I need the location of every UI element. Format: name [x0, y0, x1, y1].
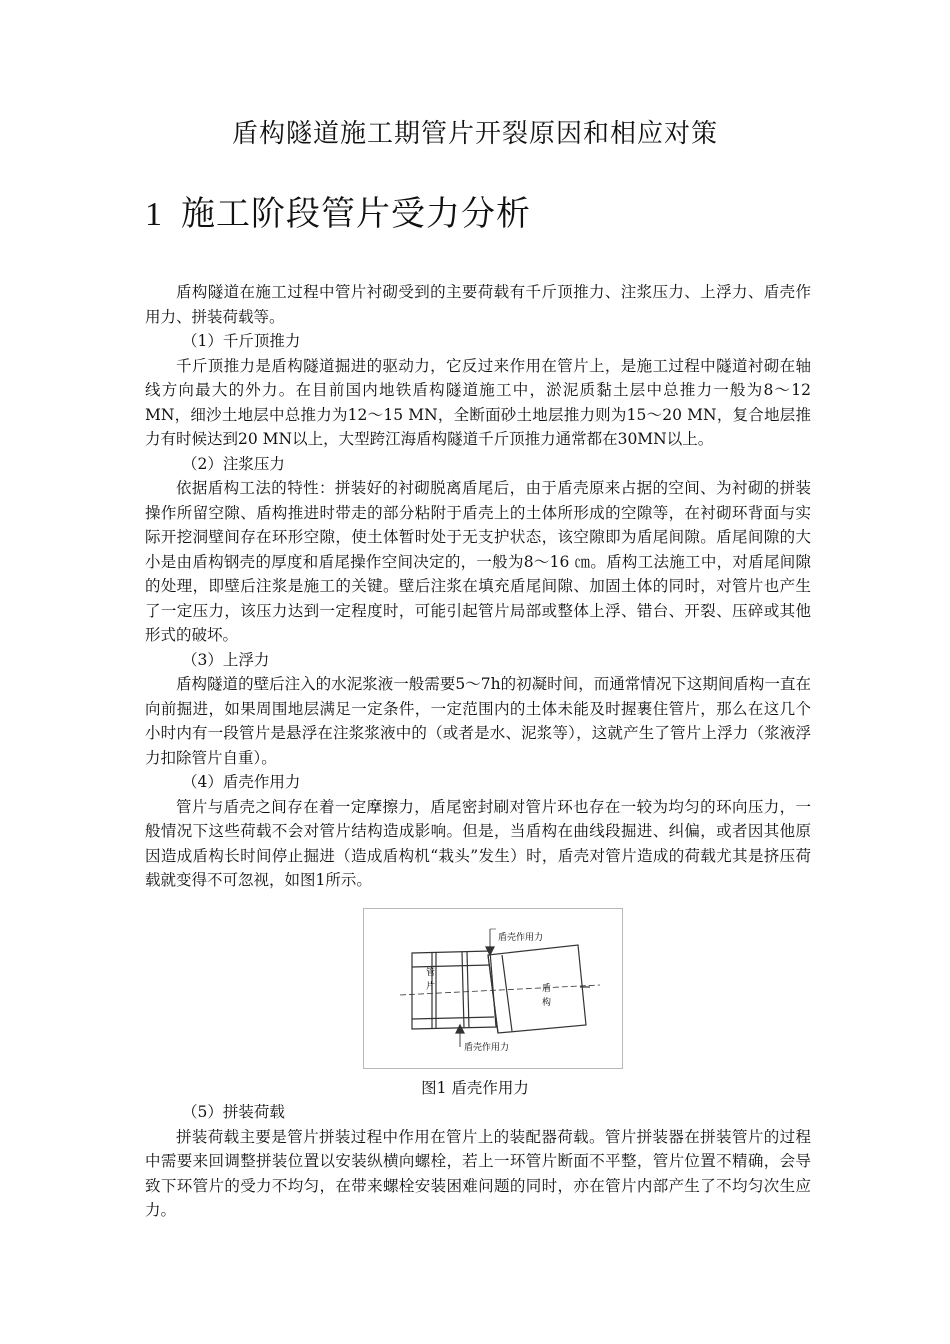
paragraph-buoyancy: 盾构隧道的壁后注入的水泥浆液一般需要5～7h的初凝时间，而通常情况下这期间盾构一直在向前掘进，如果周围地层满足一定条件，一定范围内的土体未能及时握裹住管片，那么在这几个小时内有一段管片是悬浮在注浆浆液中的（或者是水、泥浆等），这就产生了管片上浮力（浆液浮力扣除管片自重）。	[145, 675, 811, 767]
document-title: 盾构隧道施工期管片开裂原因和相应对策	[231, 119, 718, 149]
force-arrow-bottom	[456, 1025, 464, 1033]
section-number: 1	[145, 196, 163, 233]
figure-label-segment-1: 管	[426, 968, 436, 978]
figure-label-segment-2: 片	[426, 982, 436, 992]
figure-label-shield-2: 构	[542, 998, 552, 1008]
body-text-lower	[145, 1100, 811, 1223]
subheading-buoyancy: （3）上浮力	[182, 650, 270, 669]
figure-label-top: 盾壳作用力	[498, 933, 544, 943]
paragraph-jack-thrust: 千斤顶推力是盾构隧道掘进的驱动力，它反过来作用在管片上，是施工过程中隧道衬砌在轴线方向最大的外力。在目前国内地铁盾构隧道施工中，淤泥质黏土层中总推力一般为8～12 MN，细沙土地层中总推力为12～15 MN，全断面砂土地层推力则为15～20 MN，复合地层推力有时候达到20 MN以上，大型跨江海盾构隧道千斤顶推力通常都在30MN以上。	[145, 356, 811, 448]
paragraph-grouting-pressure: 依据盾构工法的特性：拼装好的衬砌脱离盾尾后，由于盾壳原来占据的空间、为衬砌的拼装操作所留空隙、盾构推进时带走的部分粘附于盾壳上的土体所形成的空隙等，在衬砌环背面与实际开挖洞壁间存在环形空隙，使土体暂时处于无支护状态，该空隙即为盾尾间隙。盾尾间隙的大小是由盾构钢壳的厚度和盾尾操作空间决定的，一般为8～16 ㎝。盾构工法施工中，对盾尾间隙的处理，即壁后注浆是施工的关键。壁后注浆在填充盾尾间隙、加固土体的同时，对管片也产生了一定压力，该压力达到一定程度时，可能引起管片局部或整体上浮、错台、开裂、压碎或其他形式的破坏。	[145, 479, 811, 644]
figure-label-shield-1: 盾	[542, 984, 552, 994]
figure-caption: 图1 盾壳作用力	[421, 1079, 529, 1097]
intro-paragraph: 盾构隧道在施工过程中管片衬砌受到的主要荷载有千斤顶推力、注浆压力、上浮力、盾壳作用力、拼装荷载等。	[145, 283, 811, 326]
figure-shield-force	[363, 908, 623, 1069]
subheading-assembly-load: （5）拼装荷载	[182, 1103, 285, 1121]
section-heading	[145, 186, 531, 235]
subheading-jack-thrust: （1）千斤顶推力	[182, 332, 301, 350]
figure-diagram	[364, 909, 622, 1068]
figure-label-bottom: 盾壳作用力	[464, 1043, 510, 1053]
subheading-shield-force: （4）盾壳作用力	[182, 773, 301, 791]
paragraph-assembly-load: 拼装荷载主要是管片拼装过程中作用在管片上的装配器荷载。管片拼装器在拼装管片的过程中需要来回调整拼装位置以安装纵横向螺栓，若上一环管片断面不平整，管片位置不精确，会导致下环管片的受力不均匀，在带来螺栓安装困难问题的同时，亦在管片内部产生了不均匀次生应力。	[145, 1127, 811, 1219]
body-text-upper	[145, 280, 811, 893]
paragraph-shield-force: 管片与盾壳之间存在着一定摩擦力，盾尾密封刷对管片环也存在一较为均匀的环向压力，一般情况下这些荷载不会对管片结构造成影响。但是，当盾构在曲线段掘进、纠偏，或者因其他原因造成盾构长时间停止掘进（造成盾构机“栽头”发生）时，盾壳对管片造成的荷载尤其是挤压荷载就变得不可忽视，如图1所示。	[145, 797, 811, 889]
subheading-grouting-pressure: （2）注浆压力	[182, 454, 285, 473]
section-title: 施工阶段管片受力分析	[181, 194, 531, 234]
